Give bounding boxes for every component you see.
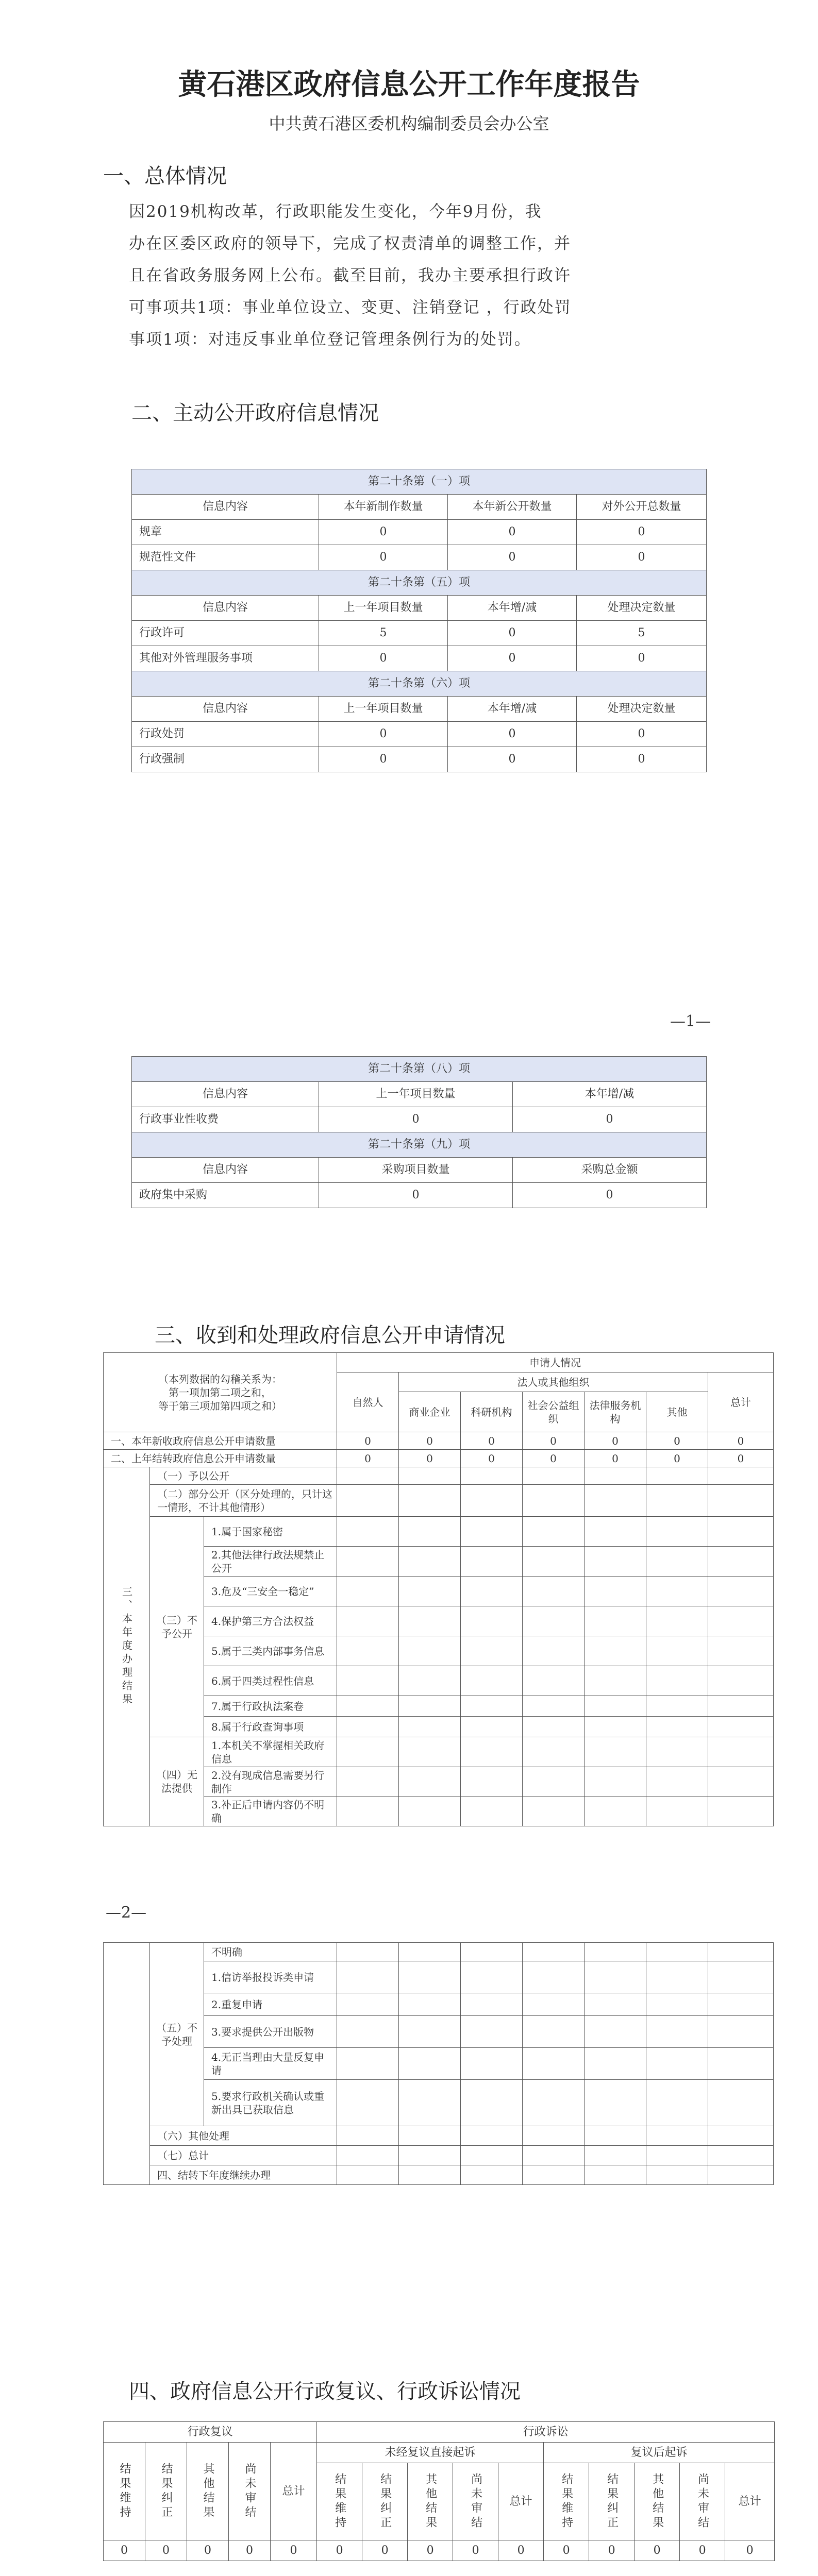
table-row — [132, 646, 707, 671]
column-header: 申请人情况 — [337, 1353, 774, 1372]
application-handling-table — [103, 1352, 774, 1826]
column-header: 处理决定数量 — [577, 596, 707, 621]
page-subtitle: 中共黄石港区委机构编制委员会办公室 — [269, 114, 549, 133]
column-header: 结果维持 — [544, 2463, 589, 2540]
column-header: 法律服务机构 — [585, 1392, 646, 1432]
section-1-line: 因2019机构改革，行政职能发生变化，今年9月份，我 — [129, 202, 542, 221]
table-cell: 0 — [577, 747, 707, 772]
table-cell: 0 — [319, 545, 448, 570]
row-label: 二、上年结转政府信息公开申请数量 — [104, 1450, 337, 1467]
column-header: 结果纠正 — [362, 2463, 408, 2540]
row-label: 1.信访举报投诉类申请 — [204, 1961, 337, 1993]
table-cell: 0 — [448, 747, 577, 772]
table-cell: 0 — [319, 1183, 513, 1208]
column-header: 尚未审结 — [453, 2463, 498, 2540]
column-header: 其他结果 — [408, 2463, 453, 2540]
note-line: 等于第三项加第四项之和） — [158, 1399, 282, 1412]
section-1-line: 可事项共1项：事业单位设立、变更、注销登记 ，行政处罚 — [129, 298, 572, 317]
section-1-line: 办在区委区政府的领导下，完成了权责清单的调整工作，并 — [129, 234, 571, 253]
table-row — [104, 1467, 774, 1485]
note-line: （本列数据的勾稽关系为： — [158, 1372, 282, 1385]
table-band-header: 第二十条第（五）项 — [132, 570, 707, 596]
column-header: 总计 — [498, 2463, 544, 2540]
table-row — [104, 1737, 774, 1767]
table-cell: 0 — [635, 2540, 680, 2561]
row-label: 2.重复申请 — [204, 1993, 337, 2016]
table-cell: 0 — [319, 747, 448, 772]
table-cell: 5 — [319, 621, 448, 646]
table-cell: 0 — [399, 1432, 461, 1450]
section-1-heading: 一、总体情况 — [103, 164, 227, 188]
table-cell: 0 — [577, 520, 707, 545]
column-header: 信息内容 — [132, 596, 319, 621]
column-header: 总计 — [708, 1372, 774, 1432]
table-row — [104, 1696, 774, 1717]
table-cell: 0 — [319, 1107, 513, 1132]
table-cell: 0 — [145, 2540, 187, 2561]
proactive-disclosure-table-1 — [131, 469, 707, 772]
table-cell: 5 — [577, 621, 707, 646]
table-row — [104, 1993, 774, 2016]
column-header: 上一年项目数量 — [319, 1082, 513, 1107]
table-cell: 0 — [577, 722, 707, 747]
column-header: 结果维持 — [104, 2443, 145, 2540]
row-label: （七）总计 — [150, 2146, 337, 2165]
table-row — [132, 1107, 707, 1132]
table-band-header: 第二十条第（九）项 — [132, 1132, 707, 1158]
table-band-header: 第二十条第（八）项 — [132, 1057, 707, 1082]
row-label: 四、结转下年度继续办理 — [150, 2165, 337, 2185]
row-label: 4.无正当理由大量反复申请 — [204, 2048, 337, 2080]
table-cell: 0 — [317, 2540, 362, 2561]
column-header: 本年新公开数量 — [448, 495, 577, 520]
table-cell: 0 — [523, 1432, 585, 1450]
table-row — [104, 1636, 774, 1666]
row-label: 3.危及“三安全一稳定” — [204, 1577, 337, 1606]
column-header: 采购项目数量 — [319, 1158, 513, 1183]
table-row — [104, 2048, 774, 2080]
column-header: 本年增/减 — [448, 596, 577, 621]
column-header: 法人或其他组织 — [399, 1372, 708, 1392]
column-header: 本年增/减 — [513, 1082, 707, 1107]
table-cell: 0 — [337, 1432, 399, 1450]
table-cell: 0 — [362, 2540, 408, 2561]
column-header: 对外公开总数量 — [577, 495, 707, 520]
column-header: 尚未审结 — [229, 2443, 271, 2540]
row-label: 1.本机关不掌握相关政府信息 — [204, 1737, 337, 1767]
table-cell: 0 — [448, 520, 577, 545]
table-cell: 0 — [585, 1432, 646, 1450]
section-1-line: 事项1项：对违反事业单位登记管理条例行为的处罚。 — [129, 330, 531, 349]
table-cell: 0 — [319, 646, 448, 671]
table-row — [104, 1485, 774, 1517]
table-cell: 0 — [448, 545, 577, 570]
table-row — [104, 1797, 774, 1826]
table-cell: 0 — [271, 2540, 317, 2561]
column-header: 上一年项目数量 — [319, 596, 448, 621]
table-cell: 0 — [585, 1450, 646, 1467]
table-row — [104, 1666, 774, 1696]
row-label: 4.保护第三方合法权益 — [204, 1606, 337, 1636]
table-cell: 0 — [319, 722, 448, 747]
column-header: 本年新制作数量 — [319, 495, 448, 520]
column-header: 信息内容 — [132, 697, 319, 722]
column-header: 结果纠正 — [145, 2443, 187, 2540]
table-cell: 0 — [513, 1107, 707, 1132]
table-row — [104, 1943, 774, 1961]
table-corner-note — [104, 1353, 337, 1432]
row-label: （六）其他处理 — [150, 2126, 337, 2146]
page-number: —1— — [670, 1012, 711, 1030]
table-row — [104, 1450, 774, 1467]
table-row — [104, 1717, 774, 1737]
section-3-heading: 三、收到和处理政府信息公开申请情况 — [155, 1324, 505, 1347]
section-4-heading: 四、政府信息公开行政复议、行政诉讼情况 — [129, 2380, 521, 2403]
proactive-disclosure-table-2 — [131, 1056, 707, 1208]
column-header: 信息内容 — [132, 1158, 319, 1183]
table-cell: 0 — [337, 1450, 399, 1467]
row-group-label: （四）无法提供 — [150, 1737, 204, 1826]
table-cell: 0 — [646, 1450, 708, 1467]
section-2-heading: 二、主动公开政府信息情况 — [131, 401, 379, 425]
table-cell: 0 — [187, 2540, 229, 2561]
table-row — [104, 1517, 774, 1547]
row-label: 7.属于行政执法案卷 — [204, 1696, 337, 1717]
column-header: 结果纠正 — [589, 2463, 635, 2540]
column-header: 采购总金额 — [513, 1158, 707, 1183]
row-label: 不明确 — [204, 1943, 337, 1961]
table-row — [104, 2540, 775, 2561]
table-row — [132, 621, 707, 646]
table-row — [104, 1577, 774, 1606]
table-cell: 0 — [453, 2540, 498, 2561]
column-header: 总计 — [271, 2443, 317, 2540]
row-label: （二）部分公开（区分处理的，只计这一情形，不计其他情形） — [150, 1485, 337, 1517]
table-cell: 0 — [399, 1450, 461, 1467]
table-cell: 0 — [229, 2540, 271, 2561]
row-label: 6.属于四类过程性信息 — [204, 1666, 337, 1696]
table-cell: 行政许可 — [132, 621, 319, 646]
table-cell: 政府集中采购 — [132, 1183, 319, 1208]
table-row — [104, 1547, 774, 1577]
table-cell: 规范性文件 — [132, 545, 319, 570]
table-cell: 规章 — [132, 520, 319, 545]
column-header: 复议后起诉 — [544, 2443, 775, 2463]
section-1-body — [129, 196, 722, 355]
table-row — [104, 2016, 774, 2048]
column-header: 行政复议 — [104, 2422, 317, 2443]
column-header: 其他 — [646, 1392, 708, 1432]
table-cell: 0 — [513, 1183, 707, 1208]
page-number: —2— — [106, 1904, 147, 1922]
table-cell: 0 — [544, 2540, 589, 2561]
table-cell: 0 — [589, 2540, 635, 2561]
table-row — [132, 722, 707, 747]
column-header: 处理决定数量 — [577, 697, 707, 722]
table-cell: 行政强制 — [132, 747, 319, 772]
table-cell: 0 — [461, 1432, 523, 1450]
table-row — [104, 1961, 774, 1993]
column-header: 自然人 — [337, 1372, 399, 1432]
table-cell: 0 — [725, 2540, 775, 2561]
table-row — [132, 520, 707, 545]
table-cell: 0 — [448, 722, 577, 747]
table-cell: 0 — [680, 2540, 725, 2561]
row-label: 8.属于行政查询事项 — [204, 1717, 337, 1737]
row-label: 2.没有现成信息需要另行制作 — [204, 1767, 337, 1797]
section-1-line: 且在省政务服务网上公布。截至目前，我办主要承担行政许 — [129, 266, 571, 285]
column-header: 总计 — [725, 2463, 775, 2540]
table-cell: 0 — [448, 646, 577, 671]
table-row — [132, 747, 707, 772]
row-group-label-continued — [104, 1943, 150, 2185]
column-header: 尚未审结 — [680, 2463, 725, 2540]
page-title: 黄石港区政府信息公开工作年度报告 — [178, 68, 640, 101]
table-row — [104, 1606, 774, 1636]
note-line: 第一项加第二项之和， — [169, 1386, 272, 1399]
table-cell: 0 — [577, 545, 707, 570]
column-header: 未经复议直接起诉 — [317, 2443, 544, 2463]
table-row — [104, 1767, 774, 1797]
table-row — [104, 2126, 774, 2146]
review-litigation-table — [103, 2421, 775, 2561]
row-label: 5.要求行政机关确认或重新出具已获取信息 — [204, 2080, 337, 2126]
row-label: 2.其他法律行政法规禁止公开 — [204, 1547, 337, 1577]
table-cell: 0 — [104, 2540, 145, 2561]
table-row — [104, 2146, 774, 2165]
row-group-label: （五）不予处理 — [150, 1943, 204, 2126]
table-cell: 0 — [461, 1450, 523, 1467]
application-handling-table-continued — [103, 1942, 774, 2185]
column-header: 社会公益组织 — [523, 1392, 585, 1432]
table-row — [104, 1432, 774, 1450]
column-header: 信息内容 — [132, 1082, 319, 1107]
table-cell: 0 — [408, 2540, 453, 2561]
row-group-label: （三）不予公开 — [150, 1517, 204, 1737]
column-header: 信息内容 — [132, 495, 319, 520]
table-cell: 0 — [646, 1432, 708, 1450]
table-row — [132, 545, 707, 570]
column-header: 本年增/减 — [448, 697, 577, 722]
row-label: 3.要求提供公开出版物 — [204, 2016, 337, 2048]
column-header: 其他结果 — [635, 2463, 680, 2540]
table-row — [104, 2165, 774, 2185]
row-group-label: 三、本年度办理结果 — [104, 1467, 150, 1826]
table-cell: 0 — [448, 621, 577, 646]
row-label: 一、本年新收政府信息公开申请数量 — [104, 1432, 337, 1450]
table-cell: 0 — [708, 1450, 774, 1467]
row-label: 3.补正后申请内容仍不明确 — [204, 1797, 337, 1826]
table-row — [104, 2080, 774, 2126]
column-header: 行政诉讼 — [317, 2422, 775, 2443]
column-header: 商业企业 — [399, 1392, 461, 1432]
table-cell: 行政处罚 — [132, 722, 319, 747]
row-label: （一）予以公开 — [150, 1467, 337, 1485]
row-label: 1.属于国家秘密 — [204, 1517, 337, 1547]
column-header: 结果维持 — [317, 2463, 362, 2540]
table-band-header: 第二十条第（六）项 — [132, 671, 707, 697]
table-cell: 0 — [708, 1432, 774, 1450]
table-cell: 0 — [577, 646, 707, 671]
table-cell: 0 — [523, 1450, 585, 1467]
table-cell: 行政事业性收费 — [132, 1107, 319, 1132]
table-row — [132, 1183, 707, 1208]
column-header: 科研机构 — [461, 1392, 523, 1432]
table-cell: 0 — [319, 520, 448, 545]
column-header: 其他结果 — [187, 2443, 229, 2540]
table-band-header: 第二十条第（一）项 — [132, 469, 707, 495]
column-header: 上一年项目数量 — [319, 697, 448, 722]
table-cell: 0 — [498, 2540, 544, 2561]
table-cell: 其他对外管理服务事项 — [132, 646, 319, 671]
row-label: 5.属于三类内部事务信息 — [204, 1636, 337, 1666]
